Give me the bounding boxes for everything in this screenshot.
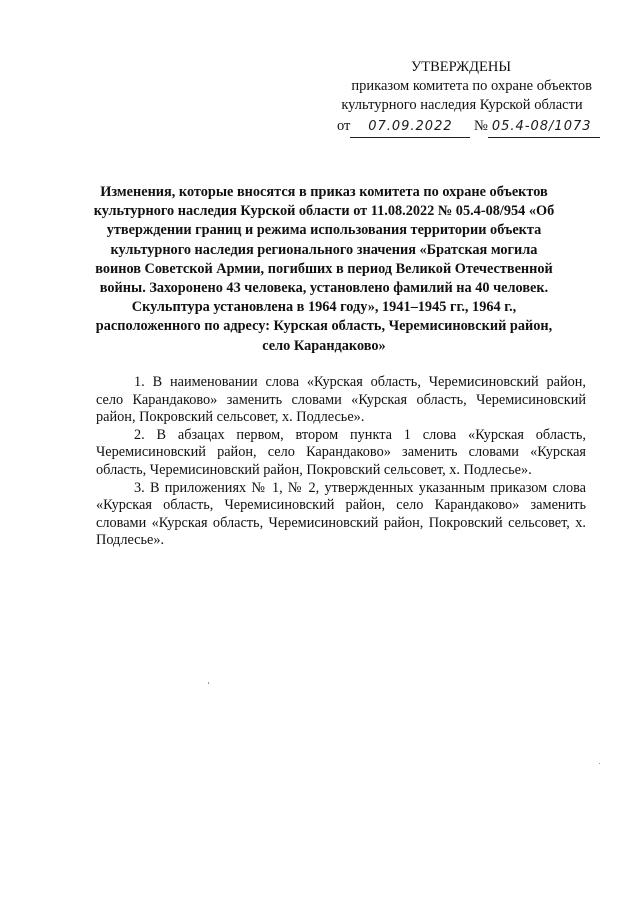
paragraph-3: 3. В приложениях № 1, № 2, утвержденных указанным приказом слова «Курская область, Черемисиновский район, село Карандаково» заменить словами «Курская область, Черемисиновский район, Покровский сельсовет, х. Подлесье».	[96, 479, 586, 549]
number-label: №	[474, 118, 488, 134]
approval-line-2: культурного наследия Курской области	[341, 97, 583, 113]
handwritten-date: 07.09.2022	[350, 117, 470, 138]
approval-date-row	[337, 116, 627, 138]
approval-heading: УТВЕРЖДЕНЫ	[410, 59, 512, 75]
scan-speck	[599, 763, 600, 764]
paragraph-1: 1. В наименовании слова «Курская область, Черемисиновский район, село Карандаково» заменить словами «Курская область, Черемисиновский район, Покровский сельсовет, х. Подлесье».	[96, 374, 586, 426]
document-body	[96, 374, 586, 550]
handwritten-number: 05.4-08/1073	[488, 117, 600, 138]
from-label: от	[337, 118, 351, 134]
approval-block	[322, 58, 592, 115]
scan-speck	[208, 682, 209, 684]
approval-line-1: приказом комитета по охране объектов	[351, 78, 592, 94]
document-title: Изменения, которые вносятся в приказ комитета по охране объектов культурного наследия Курской области от 11.08.2022 № 05.4-08/954 «Об утверждении границ и режима использования территории объекта культурного наследия регионального значения «Братская могила воинов Советской Армии, погибших в период Великой Отечественной войны. Захоронено 43 человека, установлено фамилий на 40 человек. Скульптура установлена в 1964 году», 1941–1945 гг., 1964 г., расположенного по адресу: Курская область, Черемисиновский район, село Карандаково»	[93, 184, 555, 354]
paragraph-2: 2. В абзацах первом, втором пункта 1 слова «Курская область, Черемисиновский район, село Карандаково» заменить словами «Курская область, Черемисиновский район, Покровский сельсовет, х. Подлесье».	[96, 426, 586, 478]
